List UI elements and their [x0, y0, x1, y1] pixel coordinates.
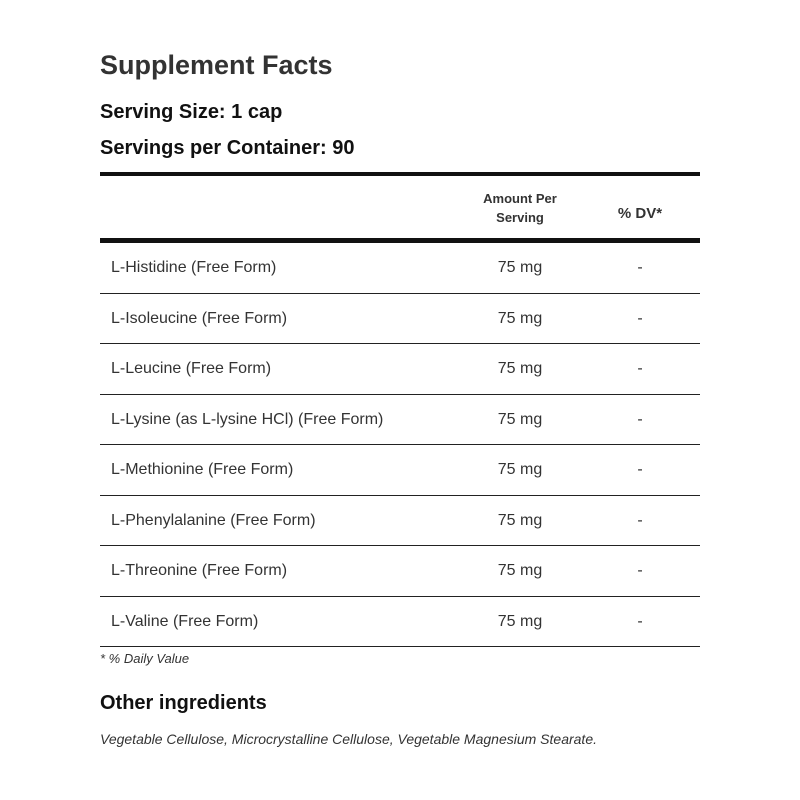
- ingredient-name: L-Histidine (Free Form): [111, 259, 277, 276]
- header-amount-line-2: Serving: [496, 210, 544, 225]
- ingredient-name: L-Phenylalanine (Free Form): [111, 511, 316, 529]
- ingredient-dv: -: [637, 562, 643, 579]
- table-row: [100, 496, 700, 547]
- header-amount-line-1: Amount Per: [483, 191, 557, 206]
- table-row: [100, 445, 700, 496]
- table-row: [100, 344, 700, 395]
- serving-size: Serving Size: 1 cap: [100, 101, 283, 123]
- ingredient-name: L-Leucine (Free Form): [111, 360, 272, 377]
- ingredient-amount: 75 mg: [497, 360, 543, 377]
- ingredient-dv: -: [637, 309, 643, 327]
- ingredient-amount: 75 mg: [497, 410, 543, 428]
- ingredient-amount: 75 mg: [497, 612, 543, 630]
- table-row: [100, 597, 700, 648]
- header-daily-value: % DV*: [617, 205, 663, 222]
- ingredient-amount: 75 mg: [497, 562, 543, 579]
- table-row: [100, 294, 700, 345]
- page-title: Supplement Facts: [100, 50, 333, 80]
- ingredient-name: L-Methionine (Free Form): [111, 461, 294, 478]
- header-amount-per-serving: [470, 189, 570, 227]
- ingredient-dv: -: [637, 461, 643, 478]
- ingredient-dv: -: [637, 612, 643, 630]
- other-ingredients-text: Vegetable Cellulose, Microcrystalline Cellulose, Vegetable Magnesium Stearate.: [100, 731, 597, 747]
- ingredient-name: L-Threonine (Free Form): [111, 562, 288, 579]
- ingredient-name: L-Valine (Free Form): [111, 612, 259, 630]
- ingredient-amount: 75 mg: [497, 511, 543, 529]
- top-divider: [100, 172, 700, 176]
- servings-per-container: Servings per Container: 90: [100, 137, 355, 159]
- ingredient-dv: -: [637, 259, 643, 276]
- ingredient-amount: 75 mg: [497, 309, 543, 327]
- table-row: [100, 546, 700, 597]
- ingredient-dv: -: [637, 410, 643, 428]
- ingredient-amount: 75 mg: [497, 259, 543, 276]
- other-ingredients-title: Other ingredients: [100, 692, 267, 714]
- table-row: [100, 395, 700, 446]
- ingredient-name: L-Isoleucine (Free Form): [111, 309, 288, 327]
- ingredient-dv: -: [637, 511, 643, 529]
- table-row: [100, 243, 700, 294]
- ingredient-amount: 75 mg: [497, 461, 543, 478]
- ingredient-dv: -: [637, 360, 643, 377]
- daily-value-footnote: * % Daily Value: [100, 651, 190, 666]
- ingredient-name: L-Lysine (as L-lysine HCl) (Free Form): [111, 410, 384, 428]
- ingredients-table: [100, 243, 700, 647]
